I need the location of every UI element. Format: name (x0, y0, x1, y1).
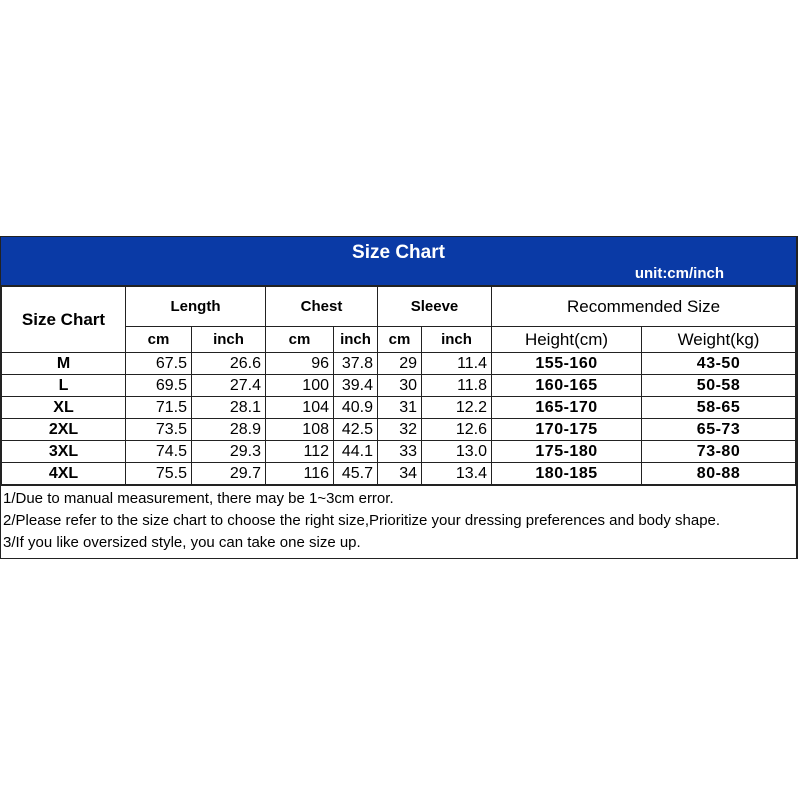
weight-cell: 43-50 (642, 353, 796, 375)
table-row (2, 419, 796, 441)
sleeve-inch-cell: 12.2 (422, 397, 492, 419)
subheader-chest-cm: cm (266, 327, 334, 353)
chest-inch-cell: 45.7 (334, 463, 378, 485)
note-1: 1/Due to manual measurement, there may be 1~3cm error. (3, 490, 394, 507)
size-cell: 2XL (2, 419, 126, 441)
weight-cell: 73-80 (642, 441, 796, 463)
chest-cm-cell: 116 (266, 463, 334, 485)
length-inch-cell: 29.7 (192, 463, 266, 485)
chest-inch-cell: 44.1 (334, 441, 378, 463)
length-inch-cell: 29.3 (192, 441, 266, 463)
sleeve-inch-cell: 12.6 (422, 419, 492, 441)
sleeve-inch-cell: 13.0 (422, 441, 492, 463)
chest-cm-cell: 108 (266, 419, 334, 441)
weight-cell: 65-73 (642, 419, 796, 441)
sleeve-cm-cell: 29 (378, 353, 422, 375)
sleeve-cm-cell: 30 (378, 375, 422, 397)
sleeve-cm-cell: 31 (378, 397, 422, 419)
length-cm-cell: 73.5 (126, 419, 192, 441)
group-length: Length (126, 287, 266, 327)
height-cell: 160-165 (492, 375, 642, 397)
subheader-sleeve-inch: inch (422, 327, 492, 353)
chest-inch-cell: 40.9 (334, 397, 378, 419)
table-row (2, 463, 796, 485)
table-row (2, 397, 796, 419)
size-chart (0, 236, 798, 559)
table-row (2, 375, 796, 397)
height-cell: 155-160 (492, 353, 642, 375)
length-cm-cell: 69.5 (126, 375, 192, 397)
subheader-sleeve-cm: cm (378, 327, 422, 353)
unit-label: unit:cm/inch (634, 265, 724, 282)
chest-inch-cell: 42.5 (334, 419, 378, 441)
note-3: 3/If you like oversized style, you can take one size up. (3, 534, 361, 551)
subheader-length-inch: inch (192, 327, 266, 353)
size-cell: 4XL (2, 463, 126, 485)
length-inch-cell: 27.4 (192, 375, 266, 397)
chest-cm-cell: 104 (266, 397, 334, 419)
chest-cm-cell: 100 (266, 375, 334, 397)
group-chest: Chest (266, 287, 378, 327)
chest-inch-cell: 39.4 (334, 375, 378, 397)
table-row (2, 353, 796, 375)
size-cell: M (2, 353, 126, 375)
sleeve-cm-cell: 32 (378, 419, 422, 441)
corner-label: Size Chart (2, 287, 126, 353)
size-cell: L (2, 375, 126, 397)
chest-inch-cell: 37.8 (334, 353, 378, 375)
header-row-groups (2, 287, 796, 327)
weight-cell: 80-88 (642, 463, 796, 485)
sleeve-cm-cell: 33 (378, 441, 422, 463)
size-table (1, 286, 796, 485)
subheader-weight: Weight(kg) (642, 327, 796, 353)
length-inch-cell: 28.1 (192, 397, 266, 419)
subheader-height: Height(cm) (492, 327, 642, 353)
note-2: 2/Please refer to the size chart to choose the right size,Prioritize your dressing preferences and body shape. (3, 512, 721, 529)
length-cm-cell: 75.5 (126, 463, 192, 485)
group-recommended-size: Recommended Size (492, 287, 796, 327)
size-cell: XL (2, 397, 126, 419)
table-row (2, 441, 796, 463)
group-sleeve: Sleeve (378, 287, 492, 327)
chest-cm-cell: 96 (266, 353, 334, 375)
height-cell: 170-175 (492, 419, 642, 441)
title-banner (1, 237, 796, 286)
subheader-length-cm: cm (126, 327, 192, 353)
height-cell: 165-170 (492, 397, 642, 419)
length-cm-cell: 67.5 (126, 353, 192, 375)
length-inch-cell: 28.9 (192, 419, 266, 441)
sleeve-inch-cell: 11.8 (422, 375, 492, 397)
length-cm-cell: 74.5 (126, 441, 192, 463)
weight-cell: 50-58 (642, 375, 796, 397)
length-inch-cell: 26.6 (192, 353, 266, 375)
height-cell: 180-185 (492, 463, 642, 485)
sleeve-inch-cell: 11.4 (422, 353, 492, 375)
size-cell: 3XL (2, 441, 126, 463)
height-cell: 175-180 (492, 441, 642, 463)
weight-cell: 58-65 (642, 397, 796, 419)
chest-cm-cell: 112 (266, 441, 334, 463)
notes (1, 485, 796, 558)
sleeve-cm-cell: 34 (378, 463, 422, 485)
sleeve-inch-cell: 13.4 (422, 463, 492, 485)
length-cm-cell: 71.5 (126, 397, 192, 419)
subheader-chest-inch: inch (334, 327, 378, 353)
chart-title: Size Chart (352, 242, 445, 263)
